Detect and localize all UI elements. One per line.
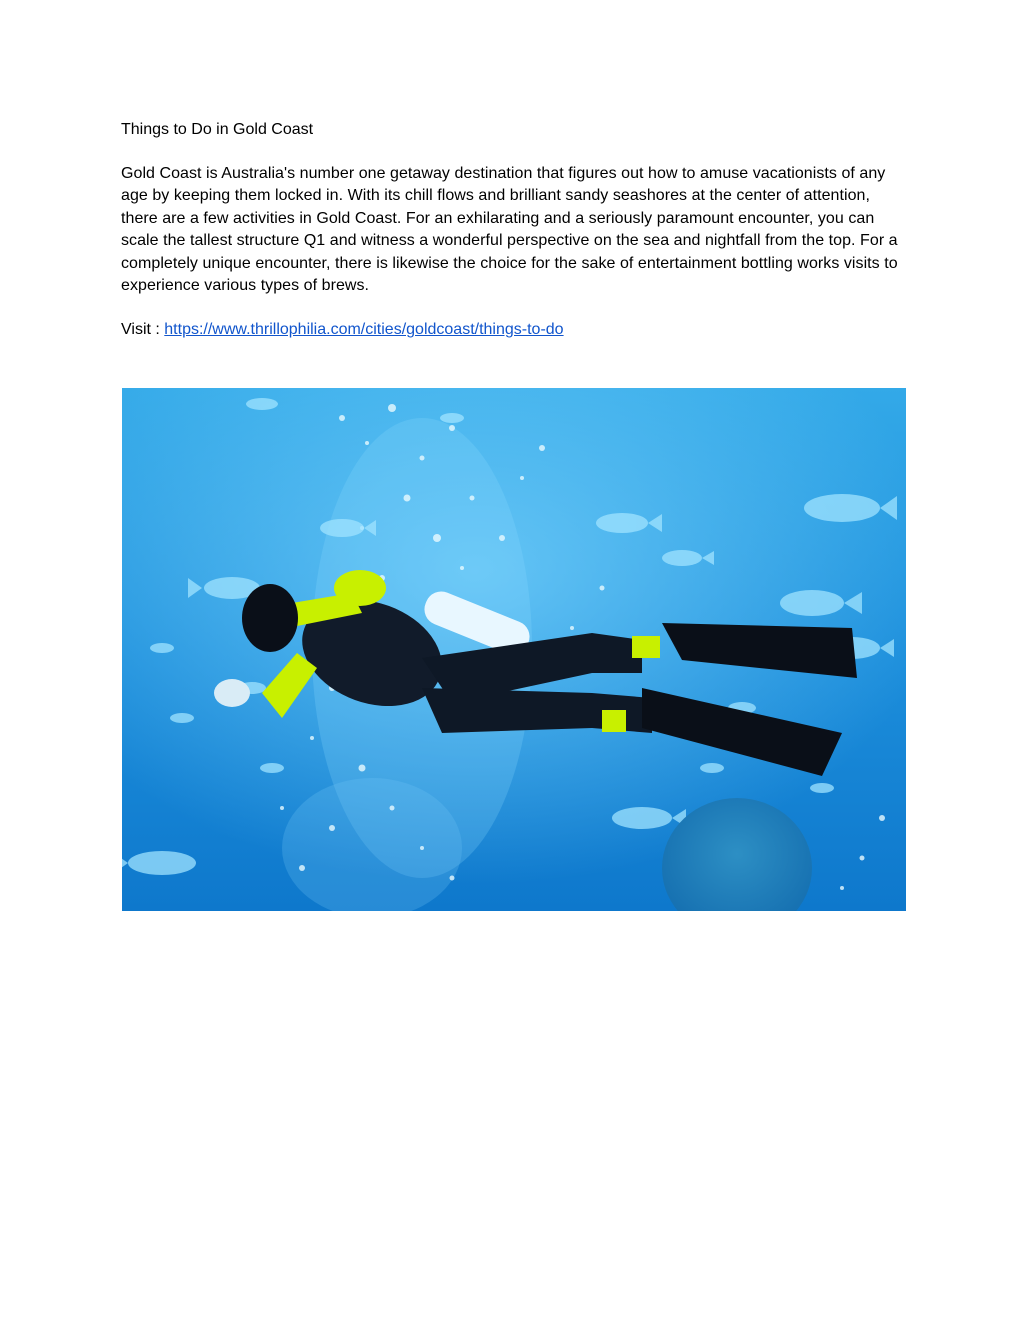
scuba-diver-photo — [122, 388, 906, 911]
document-paragraph: Gold Coast is Australia's number one getaway destination that figures out how to amuse vacationists of any age by keeping them locked in. With its chill flows and brilliant sandy seashores at the center of attention, there are a few activities in Gold Coast. For an exhilarating and a seriously paramount encounter, you can scale the tallest structure Q1 and witness a wonderful perspective on the sea and nightfall from the top. For a completely unique encounter, there is likewise the choice for the sake of entertainment bottling works visits to experience various types of brews. — [121, 165, 898, 295]
underwater-scene-illustration — [122, 388, 906, 911]
document-page — [121, 119, 901, 341]
visit-line — [121, 319, 901, 341]
diver-head — [242, 584, 298, 652]
diver-hood — [334, 570, 386, 606]
visit-label: Visit : — [121, 321, 165, 339]
diver-glove — [214, 679, 250, 707]
ankle-accent-upper — [632, 636, 660, 658]
visit-link[interactable]: https://www.thrillophilia.com/cities/goldcoast/things-to-do — [164, 321, 564, 339]
ankle-accent-lower — [602, 710, 626, 732]
document-title: Things to Do in Gold Coast — [121, 121, 314, 138]
